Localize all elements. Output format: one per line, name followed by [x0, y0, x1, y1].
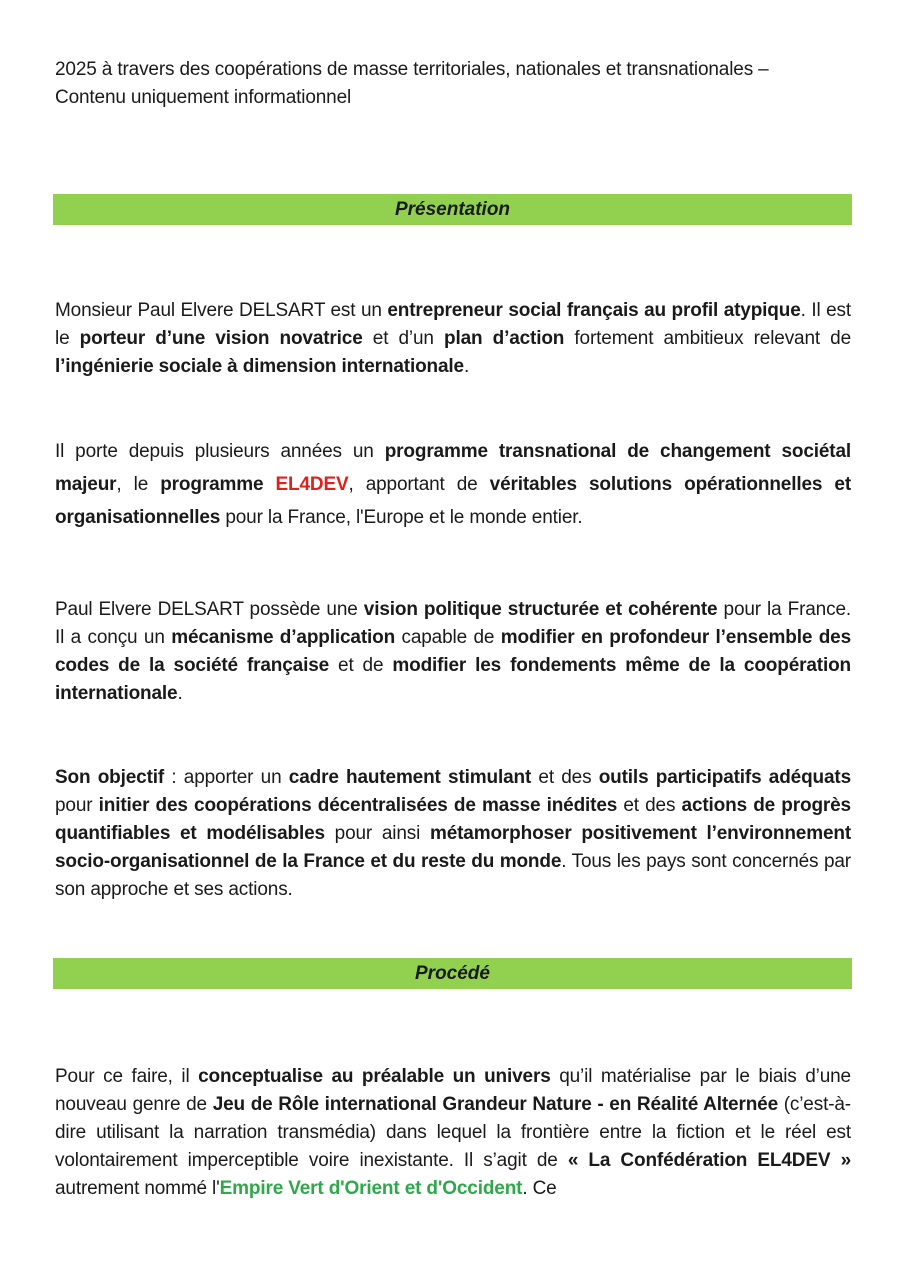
bold-run: modifier les fondements même de la coopération internationale [55, 655, 851, 704]
paragraph-4 [55, 764, 851, 904]
text-run: et de [329, 655, 393, 676]
text-run: capable de [395, 627, 501, 648]
paragraph-3 [55, 596, 851, 708]
text-run: : apporter un [164, 767, 289, 788]
text-run: Paul Elvere DELSART possède une [55, 599, 364, 620]
paragraph-5 [55, 1063, 851, 1203]
section-heading-presentation: Présentation [53, 194, 852, 225]
section-heading-procede: Procédé [53, 958, 852, 989]
bold-run: vision politique structurée et cohérente [363, 599, 718, 620]
bold-run: véritables solutions opérationnelles et organisationnelles [55, 474, 851, 528]
bold-run: plan d’action [444, 328, 565, 349]
bold-run: Jeu de Rôle international Grandeur Nature - en Réalité Alternée [212, 1094, 778, 1115]
text-run: . Ce [522, 1178, 557, 1199]
text-run: . Il est le [55, 300, 851, 349]
paragraph-2 [55, 435, 851, 534]
text-run: Il porte depuis plusieurs années un [55, 441, 385, 462]
text-run: qu’il matérialise par le biais d’une nouveau genre de [55, 1066, 851, 1115]
text-run: . Tous les pays sont concernés par son approche et ses actions. [55, 851, 851, 900]
text-run: pour ainsi [324, 823, 430, 844]
text-run: et des [617, 795, 682, 816]
bold-run: outils participatifs adéquats [598, 767, 852, 788]
program-name-highlight: EL4DEV [275, 474, 349, 495]
text-run: Monsieur Paul Elvere DELSART est un [55, 300, 388, 321]
text-run: fortement ambitieux relevant de [564, 328, 852, 349]
bold-run: programme [160, 474, 276, 495]
bold-run: mécanisme d’application [171, 627, 396, 648]
intro-line-1: 2025 à travers des coopérations de masse territoriales, nationales et transnationales – [55, 59, 769, 80]
intro-paragraph [55, 56, 851, 112]
text-run: . [177, 683, 183, 704]
bold-run: l’ingénierie sociale à dimension internationale [55, 356, 464, 377]
bold-run: initier des coopérations décentralisées de masse inédites [98, 795, 618, 816]
bold-run: Son objectif [55, 767, 165, 788]
bold-run: porteur d’une vision novatrice [79, 328, 363, 349]
bold-run: programme transnational de changement sociétal majeur [55, 441, 852, 495]
bold-run: conceptualise au préalable un univers [198, 1066, 551, 1087]
bold-run: entrepreneur social français au profil atypique [387, 300, 801, 321]
bold-run: modifier en profondeur l’ensemble des codes de la société française [55, 627, 851, 676]
text-run: . [463, 356, 470, 377]
text-run: et des [531, 767, 599, 788]
text-run: pour la France. Il a conçu un [55, 599, 851, 648]
text-run: , apportant de [348, 474, 490, 495]
text-run: , le [116, 474, 161, 495]
text-run: autrement nommé l' [55, 1178, 220, 1199]
text-run: (c’est-à-dire utilisant la narration transmédia) dans lequel la frontière entre la fiction et le réel est volontairement imperceptible voire inexistante. Il s’agit de [55, 1094, 851, 1171]
empire-name-highlight: Empire Vert d'Orient et d'Occident [219, 1178, 523, 1199]
intro-line-2: Contenu uniquement informationnel [55, 87, 352, 108]
text-run: pour la France, l'Europe et le monde entier. [220, 507, 583, 528]
text-run: et d’un [362, 328, 444, 349]
bold-run: cadre hautement stimulant [288, 767, 532, 788]
text-run: pour [55, 795, 99, 816]
bold-run: actions de progrès quantifiables et modélisables [55, 795, 851, 844]
paragraph-1 [55, 297, 851, 381]
bold-run: « La Confédération EL4DEV » [567, 1150, 851, 1171]
bold-run: métamorphoser positivement l’environnement socio-organisationnel de la France et du reste du monde [55, 823, 852, 872]
text-run: Pour ce faire, il [55, 1066, 199, 1087]
